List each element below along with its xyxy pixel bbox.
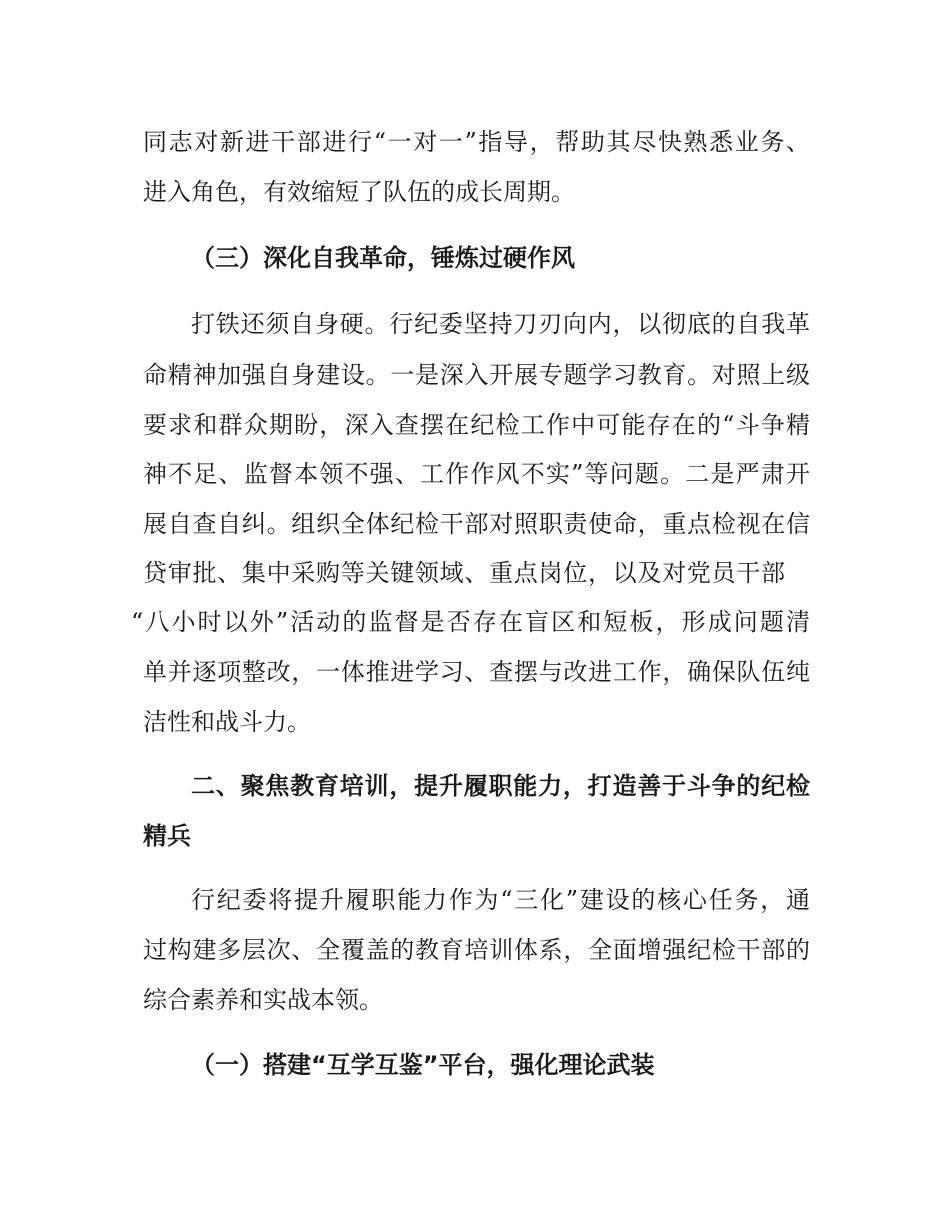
paragraph-line: 命精神加强自身建设。一是深入开展专题学习教育。对照上级 — [143, 361, 810, 389]
section-heading-line: 二、聚焦教育培训，提升履职能力，打造善于斗争的纪检 — [191, 772, 810, 800]
paragraph-line: 打铁还须自身硬。行纪委坚持刀刃向内，以彻底的自我革 — [191, 310, 810, 338]
subsection-heading: （一）搭建“互学互鉴”平台，强化理论武装 — [191, 1051, 655, 1079]
subsection-heading: （三）深化自我革命，锤炼过硬作风 — [191, 244, 575, 272]
paragraph-line: 过构建多层次、全覆盖的教育培训体系，全面增强纪检干部的 — [143, 936, 810, 964]
paragraph-line: 洁性和战斗力。 — [143, 708, 311, 736]
paragraph-line: 神不足、监督本领不强、工作作风不实”等问题。二是严肃开 — [143, 460, 810, 488]
paragraph-line: 贷审批、集中采购等关键领域、重点岗位，以及对党员干部 — [143, 559, 785, 587]
paragraph-line: 行纪委将提升履职能力作为“三化”建设的核心任务，通 — [191, 886, 810, 914]
paragraph-line: 综合素养和实战本领。 — [143, 986, 383, 1014]
paragraph-line: 进入角色，有效缩短了队伍的成长周期。 — [143, 178, 575, 206]
paragraph-line: 单并逐项整改，一体推进学习、查摆与改进工作，确保队伍纯 — [143, 658, 810, 686]
paragraph-line: 同志对新进干部进行“一对一”指导，帮助其尽快熟悉业务、 — [143, 128, 810, 156]
paragraph-line: 展自查自纠。组织全体纪检干部对照职责使命，重点检视在信 — [143, 510, 810, 538]
paragraph-line: 要求和群众期盼，深入查摆在纪检工作中可能存在的“斗争精 — [143, 411, 810, 439]
section-heading-line: 精兵 — [143, 822, 191, 850]
paragraph-line: “八小时以外”活动的监督是否存在盲区和短板，形成问题清 — [131, 608, 810, 636]
